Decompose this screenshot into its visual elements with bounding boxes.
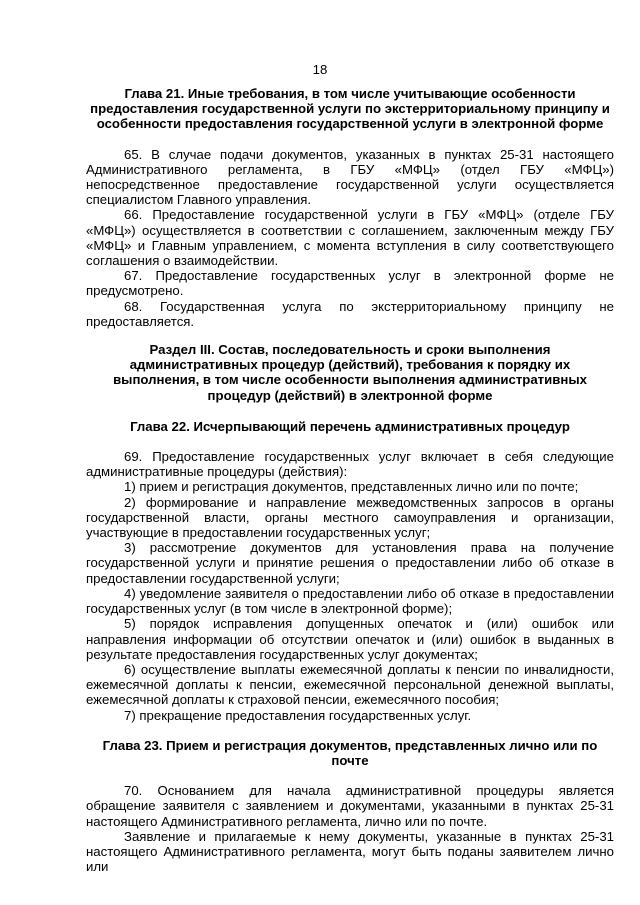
procedure-item-4: 4) уведомление заявителя о предоставлении либо об отказе в предоставлении государственных услуг (в том числе в электронной форме); [86,585,614,617]
paragraph-68: 68. Государственная услуга по экстерриториальному принципу не предоставляется. [86,298,614,329]
section-3-heading: Раздел III. Состав, последовательность и сроки выполнения административных процедур (действий), требования к порядку их выполнения, в том числе особенности выполнения административных процедур (действий) в электронной форме [113,342,587,403]
page-number: 18 [312,62,328,77]
page-content [86,86,614,874]
chapter-23-heading: Глава 23. Прием и регистрация документов, представленных лично или по почте [102,737,598,768]
paragraph-70: 70. Основанием для начала административной процедуры является обращение заявителя с заявлением и документами, указанными в пунктах 25-31 настоящего Административного регламента, лично или по почте. [86,783,614,829]
paragraph-65: 65. В случае подачи документов, указанных в пунктах 25-31 настоящего Административного регламента, в ГБУ «МФЦ» (отдел ГБУ «МФЦ») непосредственное предоставление государственной услуги осуществляется специалистом Главного управления. [86,146,614,208]
paragraph-66: 66. Предоставление государственной услуги в ГБУ «МФЦ» (отделе ГБУ «МФЦ») осуществляется в соответствии с соглашением, заключенным между ГБУ «МФЦ» и Главным управлением, с момента вступления в силу соответствующего соглашения о взаимодействии. [86,207,614,269]
procedure-item-7: 7) прекращение предоставления государственных услуг. [124,707,472,723]
paragraph-67: 67. Предоставление государственных услуг в электронной форме не предусмотрено. [86,268,614,299]
procedure-item-6: 6) осуществление выплаты ежемесячной доплаты к пенсии по инвалидности, ежемесячной доплаты к пенсии, ежемесячной персональной денежной выплаты, ежемесячной доплаты к страховой пенсии, ежемесячного пособия; [86,661,614,708]
paragraph-70-continuation: Заявление и прилагаемые к нему документы, указанные в пунктах 25-31 настоящего Административного регламента, могут быть поданы заявителем лично или [86,828,614,875]
procedure-item-5: 5) порядок исправления допущенных опечаток и (или) ошибок или направления информации об отсутствии опечаток и (или) ошибок в выданных в результате предоставления государственных услуг документах; [86,616,614,662]
chapter-21-heading: Глава 21. Иные требования, в том числе учитывающие особенности предоставления государственной услуги по экстерриториальному принципу и особенности предоставления государственной услуги в электронной форме [90,86,610,132]
chapter-22-heading: Глава 22. Исчерпывающий перечень административных процедур [130,418,570,434]
procedure-item-1: 1) прием и регистрация документов, представленных лично или по почте; [124,479,579,495]
procedure-item-2: 2) формирование и направление межведомственных запросов в органы государственной власти, органы местного самоуправления и организации, участвующие в предоставлении государственных услуг; [86,494,614,541]
procedure-item-3: 3) рассмотрение документов для установления права на получение государственной услуги и принятие решения о предоставлении либо об отказе в предоставлении государственной услуги; [86,540,614,586]
paragraph-69: 69. Предоставление государственных услуг включает в себя следующие административные процедуры (действия): [86,449,614,480]
